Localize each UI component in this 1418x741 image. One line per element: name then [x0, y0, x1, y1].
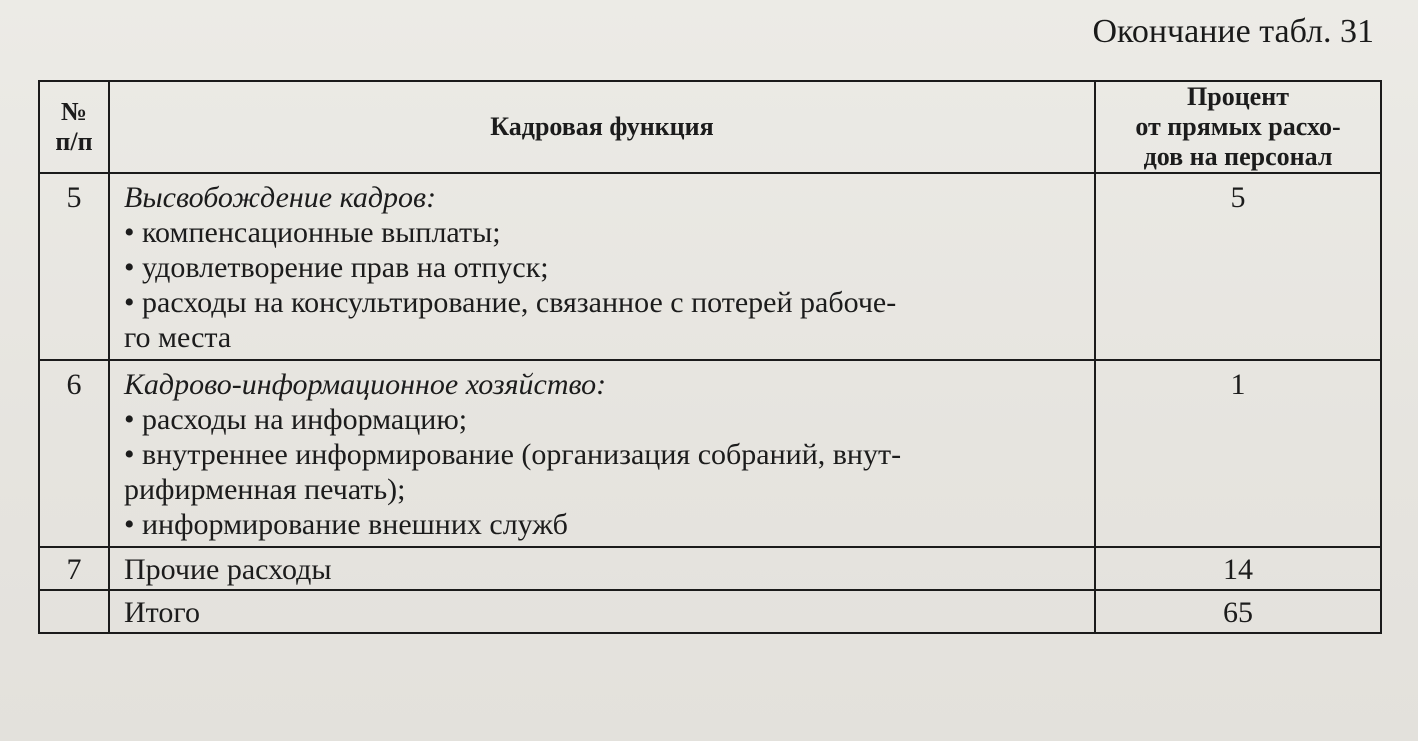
row-category: Высвобождение кадров:	[124, 181, 437, 214]
row-percent: 14	[1095, 547, 1381, 590]
row-function	[109, 173, 1095, 360]
table-total-row	[39, 590, 1381, 633]
table-row	[39, 360, 1381, 547]
header-number	[39, 81, 109, 173]
table-row	[39, 547, 1381, 590]
header-percent-line-3: дов на персонал	[1143, 142, 1333, 171]
row-number: 7	[39, 547, 109, 590]
row-number: 5	[39, 173, 109, 360]
row-function: Итого	[109, 590, 1095, 633]
header-function: Кадровая функция	[109, 81, 1095, 173]
row-item: • внутреннее информирование (организация собраний, внут-	[124, 438, 902, 471]
row-function: Прочие расходы	[109, 547, 1095, 590]
row-item: го места	[124, 321, 232, 354]
row-number	[39, 590, 109, 633]
row-percent: 5	[1095, 173, 1381, 360]
header-percent	[1095, 81, 1381, 173]
table-header-row	[39, 81, 1381, 173]
table-row	[39, 173, 1381, 360]
header-number-line-1: №	[60, 97, 88, 126]
header-percent-line-1: Процент	[1187, 82, 1289, 111]
row-percent: 65	[1095, 590, 1381, 633]
row-item: • удовлетворение прав на отпуск;	[124, 251, 549, 284]
row-number: 6	[39, 360, 109, 547]
row-item: • расходы на консультирование, связанное с потерей рабоче-	[124, 286, 897, 319]
row-category: Кадрово-информационное хозяйство:	[124, 368, 607, 401]
personnel-costs-table	[38, 80, 1382, 634]
header-number-line-2: п/п	[55, 127, 93, 156]
row-item: • компенсационные выплаты;	[124, 216, 501, 249]
row-item: • информирование внешних служб	[124, 508, 568, 541]
header-percent-line-2: от прямых расхо-	[1135, 112, 1341, 141]
row-function	[109, 360, 1095, 547]
row-percent: 1	[1095, 360, 1381, 547]
table-caption: Окончание табл. 31	[1092, 13, 1374, 50]
row-item: рифирменная печать);	[124, 473, 406, 506]
row-item: • расходы на информацию;	[124, 403, 468, 436]
